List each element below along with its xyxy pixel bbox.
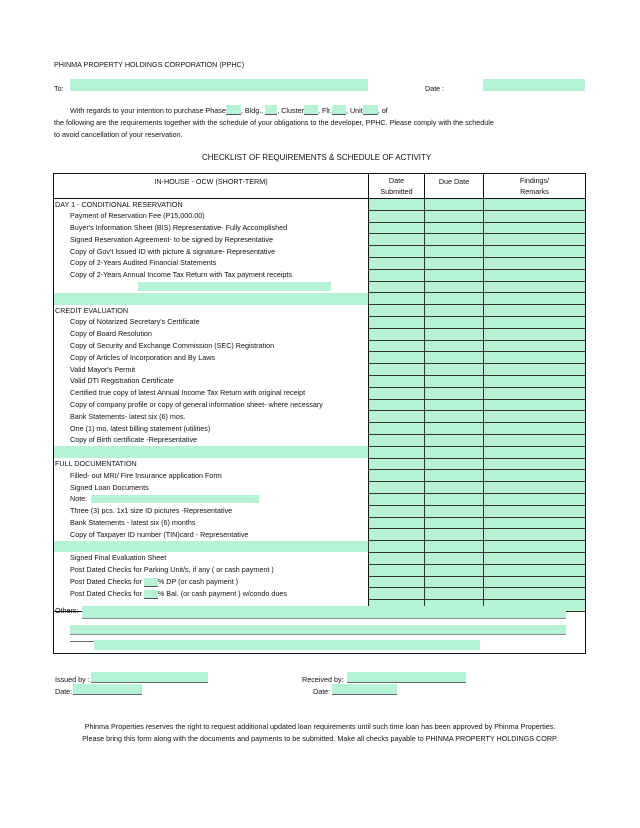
row-label: Post Dated Checks for Parking Unit/s, if any ( or cash payment ): [54, 564, 369, 576]
cell-findings[interactable]: [484, 458, 586, 470]
to-label: To:: [54, 84, 64, 93]
table-row: [54, 434, 586, 446]
cell-date-submitted[interactable]: [369, 411, 425, 423]
note-label: Note:: [70, 494, 88, 504]
row-label: Valid DTI Registration Certificate: [54, 375, 369, 387]
table-row: [54, 564, 586, 576]
cell-date-submitted[interactable]: [369, 246, 425, 258]
cell-date-submitted[interactable]: [369, 257, 425, 269]
received-by-label: Received by:: [302, 675, 344, 684]
cell-findings[interactable]: [484, 293, 586, 305]
row-label: Valid Mayor's Permit: [54, 364, 369, 376]
cell-findings[interactable]: [484, 387, 586, 399]
cell-due-date[interactable]: [425, 411, 484, 423]
cell-date-submitted[interactable]: [369, 446, 425, 458]
cell-findings[interactable]: [484, 234, 586, 246]
bldg-field[interactable]: [265, 105, 277, 115]
cell-due-date[interactable]: [425, 269, 484, 281]
cell-date-submitted[interactable]: [369, 423, 425, 435]
checklist-title: CHECKLIST OF REQUIREMENTS & SCHEDULE OF ACTIVITY: [202, 153, 432, 162]
row-label: Buyer's Information Sheet (BIS) Representative- Fully Accomplished: [54, 222, 369, 234]
row-label: Signed Reservation Agreement- to be signed by Representative: [54, 234, 369, 246]
others-field-3[interactable]: [94, 640, 480, 650]
cell-due-date[interactable]: [425, 222, 484, 234]
cell-findings[interactable]: [484, 517, 586, 529]
table-row: [54, 375, 586, 387]
cell-findings[interactable]: [484, 505, 586, 517]
cell-date-submitted[interactable]: [369, 505, 425, 517]
to-field[interactable]: [70, 79, 368, 91]
pdc-dp-row: [54, 576, 369, 588]
table-row: [54, 387, 586, 399]
cell-due-date[interactable]: [425, 541, 484, 553]
col-header-due-date: Due Date: [425, 174, 484, 199]
issued-by-field[interactable]: [91, 672, 208, 683]
row-label: Bank Statements - latest six (6) months: [54, 517, 369, 529]
cell-date-submitted[interactable]: [369, 234, 425, 246]
bal-percent-field[interactable]: [144, 590, 158, 599]
cell-findings[interactable]: [484, 222, 586, 234]
table-row: [54, 234, 586, 246]
row-label: Signed Final Evaluation Sheet: [54, 552, 369, 564]
row-label: Payment of Reservation Fee (P15,000.00): [54, 210, 369, 222]
table-row: [54, 246, 586, 258]
row-label: Copy of Articles of Incorporation and By Laws: [54, 352, 369, 364]
row-label: Copy of Taxpayer ID number (TIN)card - Representative: [54, 529, 369, 541]
date-field[interactable]: [483, 79, 585, 91]
intro-line-2: the following are the requirements together with the schedule of your obligations to the developer, PPHC. Please comply with the schedule: [54, 118, 494, 127]
table-row: [54, 352, 586, 364]
cell-date-submitted[interactable]: [369, 493, 425, 505]
cell-findings[interactable]: [484, 328, 586, 340]
row-label: Copy of 2-Years Audited Financial Statements: [54, 257, 369, 269]
cell-due-date[interactable]: [425, 505, 484, 517]
table-row: [54, 552, 586, 564]
cell-date-submitted[interactable]: [369, 293, 425, 305]
cell-date-submitted[interactable]: [369, 387, 425, 399]
date-label: Date :: [425, 84, 445, 93]
unit-field[interactable]: [363, 105, 378, 115]
cell-date-submitted[interactable]: [369, 588, 425, 600]
cluster-field[interactable]: [304, 105, 318, 115]
cell-findings[interactable]: [484, 423, 586, 435]
row-label: One (1) mo. latest billing statement (utilities): [54, 423, 369, 435]
section-label: FULL DOCUMENTATION: [54, 458, 369, 470]
table-row: [54, 305, 586, 317]
cell-findings[interactable]: [484, 340, 586, 352]
section-label: DAY 1 - CONDITIONAL RESERVATION: [54, 199, 369, 211]
cell-findings[interactable]: [484, 257, 586, 269]
cell-due-date[interactable]: [425, 458, 484, 470]
cell-due-date[interactable]: [425, 364, 484, 376]
cell-findings[interactable]: [484, 588, 586, 600]
cell-due-date[interactable]: [425, 470, 484, 482]
others-field-1[interactable]: [82, 606, 566, 619]
cell-findings[interactable]: [484, 576, 586, 588]
cell-due-date[interactable]: [425, 387, 484, 399]
cell-date-submitted[interactable]: [369, 434, 425, 446]
floor-field[interactable]: [332, 105, 346, 115]
cell-findings[interactable]: [484, 364, 586, 376]
cell-due-date[interactable]: [425, 210, 484, 222]
intro-flr-text: , Flr.: [317, 106, 332, 115]
cell-date-submitted[interactable]: [369, 375, 425, 387]
pdc-dp-suffix: % DP (or cash payment ): [157, 576, 239, 586]
cell-findings[interactable]: [484, 434, 586, 446]
cell-due-date[interactable]: [425, 340, 484, 352]
table-row: [54, 505, 586, 517]
table-header: [54, 174, 586, 199]
received-date-label: Date:: [313, 687, 331, 696]
cell-due-date[interactable]: [425, 199, 484, 211]
table-row: [54, 588, 586, 600]
cell-due-date[interactable]: [425, 234, 484, 246]
cell-findings[interactable]: [484, 541, 586, 553]
cell-due-date[interactable]: [425, 529, 484, 541]
cell-date-submitted[interactable]: [369, 482, 425, 494]
table-row: [54, 470, 586, 482]
row-label: Copy of company profile or copy of general information sheet- where necessary: [54, 399, 369, 411]
cell-date-submitted[interactable]: [369, 364, 425, 376]
cell-date-submitted[interactable]: [369, 470, 425, 482]
cell-due-date[interactable]: [425, 328, 484, 340]
row-label: Three (3) pcs. 1x1 size ID pictures -Representative: [54, 505, 369, 517]
pdc-bal-suffix: % Bal. (or cash payment ) w/condo dues: [157, 588, 287, 598]
issued-by-label: Issued by :: [55, 675, 90, 684]
cell-due-date[interactable]: [425, 564, 484, 576]
cell-date-submitted[interactable]: [369, 222, 425, 234]
received-date-field[interactable]: [332, 684, 397, 695]
cell-findings[interactable]: [484, 411, 586, 423]
table-row: [54, 517, 586, 529]
cell-date-submitted[interactable]: [369, 529, 425, 541]
phase-field[interactable]: [226, 105, 241, 115]
intro-cluster-text: , Cluster: [277, 106, 304, 115]
intro-phase-text: With regards to your intention to purchase Phase: [70, 106, 226, 115]
cell-findings[interactable]: [484, 482, 586, 494]
cell-date-submitted[interactable]: [369, 576, 425, 588]
cell-findings[interactable]: [484, 199, 586, 211]
cell-due-date[interactable]: [425, 552, 484, 564]
cell-date-submitted[interactable]: [369, 517, 425, 529]
table-row: [54, 328, 586, 340]
blank-row-field[interactable]: [54, 541, 369, 553]
cell-due-date[interactable]: [425, 576, 484, 588]
note-field[interactable]: [91, 495, 259, 503]
others-label: Others:: [55, 606, 79, 615]
cell-due-date[interactable]: [425, 517, 484, 529]
issued-date-label: Date:: [55, 687, 73, 696]
cell-date-submitted[interactable]: [369, 199, 425, 211]
table-row: [54, 269, 586, 281]
row-label: Copy of Notarized Secretary's Certificate: [54, 316, 369, 328]
intro-bldg-text: , Bldg.,: [240, 106, 264, 115]
cell-due-date[interactable]: [425, 293, 484, 305]
cell-findings[interactable]: [484, 470, 586, 482]
col-header-date-submitted: Date Submitted: [369, 174, 425, 199]
cell-findings[interactable]: [484, 210, 586, 222]
cell-findings[interactable]: [484, 269, 586, 281]
table-row: [54, 210, 586, 222]
cell-findings[interactable]: [484, 375, 586, 387]
cell-due-date[interactable]: [425, 493, 484, 505]
received-by-field[interactable]: [347, 672, 466, 683]
cell-date-submitted[interactable]: [369, 541, 425, 553]
table-row: [54, 340, 586, 352]
cell-findings[interactable]: [484, 399, 586, 411]
blank-row-field[interactable]: [54, 293, 369, 305]
intro-unit-text: , Unit: [345, 106, 363, 115]
cell-findings[interactable]: [484, 246, 586, 258]
table-row: [54, 257, 586, 269]
cell-date-submitted[interactable]: [369, 269, 425, 281]
cell-date-submitted[interactable]: [369, 552, 425, 564]
section-label: CREDIT EVALUATION: [54, 305, 369, 317]
cell-date-submitted[interactable]: [369, 458, 425, 470]
intro-of-text: , of: [377, 106, 388, 115]
issued-date-field[interactable]: [73, 684, 142, 695]
cell-findings[interactable]: [484, 316, 586, 328]
cell-due-date[interactable]: [425, 482, 484, 494]
pdc-bal-row: [54, 588, 369, 600]
cell-findings[interactable]: [484, 529, 586, 541]
table-row: [54, 316, 586, 328]
cell-due-date[interactable]: [425, 446, 484, 458]
table-row: [54, 411, 586, 423]
cell-date-submitted[interactable]: [369, 281, 425, 293]
cell-due-date[interactable]: [425, 434, 484, 446]
others-field-2[interactable]: [70, 625, 566, 635]
checklist-table: [53, 173, 586, 612]
note-row: [54, 493, 369, 505]
col-header-main: IN-HOUSE - OCW (SHORT-TERM): [54, 174, 369, 199]
table-row: [54, 446, 586, 458]
row-label: Copy of 2-Years Annual Income Tax Return with Tax payment receipts: [54, 269, 369, 281]
row-label: Copy of Security and Exchange Commission (SEC) Registration: [54, 340, 369, 352]
blank-row-field[interactable]: [138, 282, 331, 291]
table-row: [54, 281, 586, 293]
cell-due-date[interactable]: [425, 399, 484, 411]
cell-findings[interactable]: [484, 552, 586, 564]
table-row: [54, 458, 586, 470]
table-row: [54, 541, 586, 553]
cell-due-date[interactable]: [425, 375, 484, 387]
cell-date-submitted[interactable]: [369, 210, 425, 222]
dp-percent-field[interactable]: [144, 578, 158, 587]
row-label: Signed Loan Documents: [54, 482, 369, 494]
cell-findings[interactable]: [484, 305, 586, 317]
cell-findings[interactable]: [484, 493, 586, 505]
cell-findings[interactable]: [484, 446, 586, 458]
footer-line-1: Phinma Properties reserves the right to request additional updated loan requirements until such time loan has been approved by Phinma Properties.: [84, 722, 556, 731]
table-row: [54, 493, 586, 505]
row-label: Copy of Board Resolution: [54, 328, 369, 340]
intro-line-3: to avoid cancellation of your reservation.: [54, 130, 183, 139]
table-row: [54, 576, 586, 588]
cell-findings[interactable]: [484, 281, 586, 293]
cell-date-submitted[interactable]: [369, 305, 425, 317]
table-row: [54, 364, 586, 376]
cell-date-submitted[interactable]: [369, 316, 425, 328]
row-label: Bank Statements- latest six (6) mos.: [54, 411, 369, 423]
intro-line-1: [70, 105, 388, 115]
pdc-bal-label: Post Dated Checks for: [70, 588, 142, 598]
col-header-findings: Findings/ Remarks: [484, 174, 586, 199]
footer-line-2: Please bring this form along with the documents and payments to be submitted. Make all checks payable to PHINMA PROPERTY HOLDINGS CORP.: [82, 734, 558, 743]
cell-date-submitted[interactable]: [369, 352, 425, 364]
table-row: [54, 399, 586, 411]
table-row: [54, 222, 586, 234]
row-label: Copy of Birth certificate -Representative: [54, 434, 369, 446]
table-row: [54, 529, 586, 541]
cell-date-submitted[interactable]: [369, 328, 425, 340]
cell-due-date[interactable]: [425, 305, 484, 317]
cell-due-date[interactable]: [425, 423, 484, 435]
blank-row-field[interactable]: [54, 446, 369, 458]
cell-findings[interactable]: [484, 564, 586, 576]
row-label: Filled- out MRI/ Fire Insurance application Form: [54, 470, 369, 482]
cell-due-date[interactable]: [425, 588, 484, 600]
cell-due-date[interactable]: [425, 352, 484, 364]
cell-due-date[interactable]: [425, 257, 484, 269]
table-row: [54, 199, 586, 211]
row-label: Copy of Gov't Issued ID with picture & signature- Representative: [54, 246, 369, 258]
cell-date-submitted[interactable]: [369, 564, 425, 576]
cell-date-submitted[interactable]: [369, 340, 425, 352]
blank-row-label: [54, 281, 369, 293]
table-row: [54, 293, 586, 305]
pdc-dp-label: Post Dated Checks for: [70, 576, 142, 586]
company-name: PHINMA PROPERTY HOLDINGS CORPORATION (PPHC): [54, 60, 245, 69]
table-row: [54, 482, 586, 494]
cell-date-submitted[interactable]: [369, 399, 425, 411]
table-row: [54, 423, 586, 435]
cell-due-date[interactable]: [425, 281, 484, 293]
cell-due-date[interactable]: [425, 246, 484, 258]
cell-findings[interactable]: [484, 352, 586, 364]
row-label: Certified true copy of latest Annual Income Tax Return with original receipt: [54, 387, 369, 399]
cell-due-date[interactable]: [425, 316, 484, 328]
